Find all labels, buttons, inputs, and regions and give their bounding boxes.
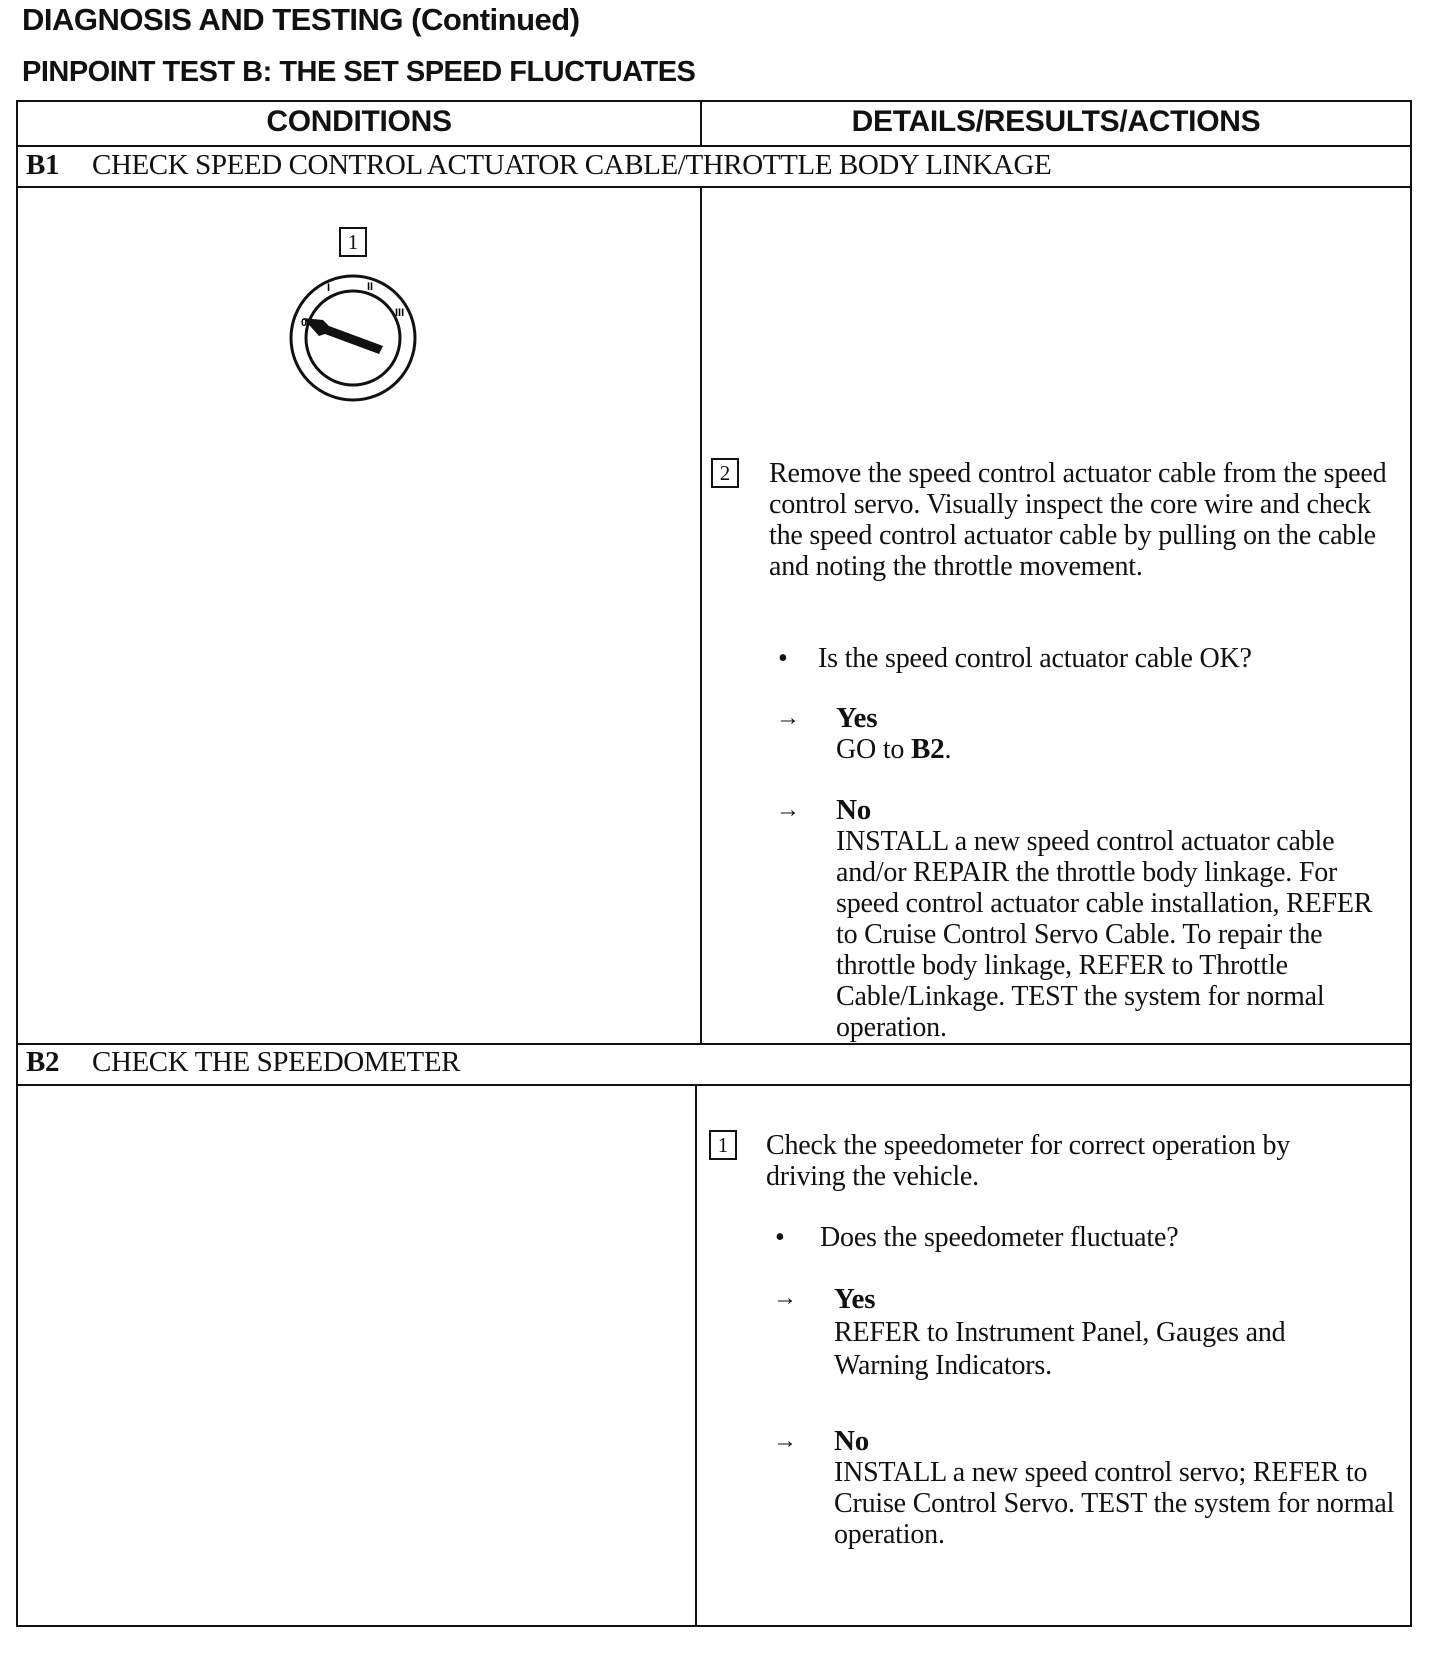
- b2-no-label: No: [834, 1425, 870, 1457]
- b2-instruction: Check the speedometer for correct operation by driving the vehicle.: [766, 1130, 1291, 1192]
- step-b2-header: [26, 1046, 460, 1079]
- ignition-mark-off: 0: [301, 317, 308, 329]
- b2-yes-text: REFER to Instrument Panel, Gauges and Warning Indicators.: [834, 1317, 1286, 1381]
- b1-bullet: •: [778, 643, 788, 674]
- details-header: DETAILS/RESULTS/ACTIONS: [851, 105, 1261, 138]
- b2-bullet: •: [775, 1222, 785, 1253]
- b1-no-arrow: →: [776, 797, 800, 823]
- b1-yes-answer: [836, 703, 1396, 765]
- b1-yes-link: B2: [911, 733, 945, 765]
- b2-no-text: INSTALL a new speed control servo; REFER to Cruise Control Servo. TEST the system for normal operation.: [834, 1457, 1395, 1550]
- b1-step-number: 2: [711, 458, 739, 488]
- step-b1-code: B1: [26, 149, 60, 181]
- b1-yes-suffix: .: [944, 734, 952, 765]
- step-b1-header: [26, 149, 1051, 182]
- b1-no-label: No: [836, 794, 872, 826]
- step-b1-title: CHECK SPEED CONTROL ACTUATOR CABLE/THROTTLE BODY LINKAGE: [92, 149, 1052, 181]
- b1-question: Is the speed control actuator cable OK?: [818, 643, 1252, 674]
- b1-column-divider: [700, 186, 702, 1043]
- conditions-header: CONDITIONS: [266, 105, 452, 138]
- step-b2-code: B2: [26, 1046, 60, 1078]
- b2-rule: [16, 1084, 1412, 1086]
- step-b2-title: CHECK THE SPEEDOMETER: [92, 1046, 461, 1078]
- b2-column-divider: [695, 1084, 697, 1627]
- test-title: PINPOINT TEST B: THE SET SPEED FLUCTUATES: [22, 56, 696, 88]
- b2-top-rule: [16, 1043, 1412, 1045]
- figure-step-number: 1: [339, 227, 367, 257]
- b1-no-text: INSTALL a new speed control actuator cable and/or REPAIR the throttle body linkage. For speed control actuator cable installation, REFER to Cruise Control Servo Cable. To repair the throttle body linkage, REFER to Throttle Cable/Linkage. TEST the system for normal operation.: [836, 826, 1373, 1043]
- b1-yes-arrow: →: [776, 705, 800, 731]
- page-title: DIAGNOSIS AND TESTING (Continued): [22, 2, 580, 37]
- b2-yes-answer: [834, 1283, 1324, 1382]
- b1-yes-label: Yes: [836, 702, 878, 734]
- b1-yes-prefix: GO to: [836, 734, 912, 765]
- b2-no-arrow: →: [773, 1428, 797, 1454]
- b1-instruction: Remove the speed control actuator cable from the speed control servo. Visually inspect the core wire and check the speed control actuator cable by pulling on the cable and noting the throttle movement.: [769, 458, 1387, 582]
- ignition-mark-1: I: [327, 282, 331, 294]
- b2-yes-label: Yes: [834, 1283, 876, 1315]
- b2-question: Does the speedometer fluctuate?: [820, 1222, 1179, 1253]
- header-rule: [16, 145, 1412, 147]
- ignition-switch-icon: [283, 268, 423, 408]
- b2-step-number: 1: [709, 1130, 737, 1160]
- b1-rule: [16, 186, 1412, 188]
- b1-no-answer: [836, 795, 1396, 1043]
- b2-no-answer: [834, 1426, 1404, 1550]
- ignition-mark-3: III: [395, 307, 405, 319]
- ignition-mark-2: II: [367, 281, 374, 293]
- b2-yes-arrow: →: [773, 1285, 797, 1311]
